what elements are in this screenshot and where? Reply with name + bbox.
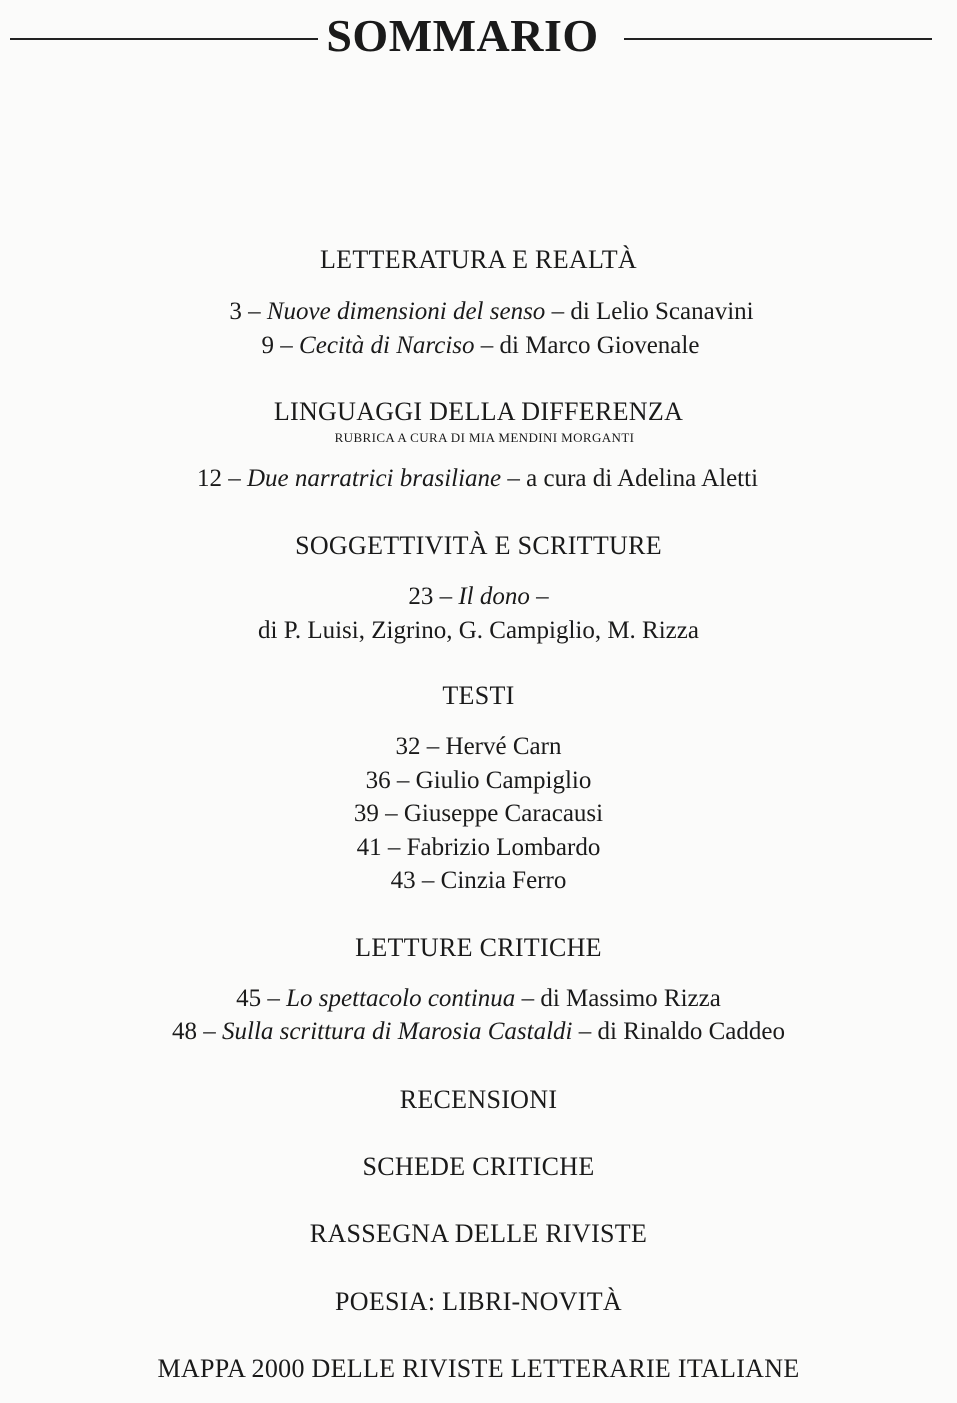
entry-byline: di P. Luisi, Zigrino, G. Campiglio, M. Rizza: [258, 617, 699, 644]
entry-title: Due narratrici brasiliane: [246, 465, 502, 492]
page-number: 45: [236, 985, 262, 1012]
entry-author: Cinzia Ferro: [440, 867, 567, 894]
section-subheading: RUBRICA A CURA DI MIA MENDINI MORGANTI: [334, 430, 635, 445]
section-heading-soggettivita: SOGGETTIVITÀ E SCRITTURE: [295, 531, 662, 560]
entry-byline: di Lelio Scanavini: [570, 298, 754, 325]
toc-entry: 43 – Cinzia Ferro: [390, 867, 567, 894]
section-heading-mappa: MAPPA 2000 DELLE RIVISTE LETTERARIE ITALIANE: [157, 1354, 800, 1383]
entry-author: Giulio Campiglio: [415, 767, 592, 794]
page-number: 23: [408, 583, 434, 610]
entry-byline: di Rinaldo Caddeo: [597, 1018, 785, 1045]
section-heading-rassegna: RASSEGNA DELLE RIVISTE: [309, 1219, 648, 1248]
toc-entry: 48 – Sulla scrittura di Marosia Castaldi – di Rinaldo Caddeo: [172, 1018, 785, 1045]
page-number: 36: [365, 767, 391, 794]
toc-entry: 45 – Lo spettacolo continua – di Massimo Rizza: [236, 985, 721, 1012]
toc-entry: 41 – Fabrizio Lombardo: [356, 834, 601, 861]
page-number: 43: [390, 867, 416, 894]
entry-title: Cecità di Narciso: [299, 332, 475, 359]
section-heading-letture-critiche: LETTURE CRITICHE: [355, 933, 602, 962]
entry-title: Lo spettacolo continua: [286, 985, 516, 1012]
page-number: 41: [356, 834, 382, 861]
toc-entry: 36 – Giulio Campiglio: [365, 767, 592, 794]
section-heading-poesia: POESIA: LIBRI-NOVITÀ: [335, 1287, 622, 1316]
page-number: 3: [229, 298, 242, 325]
page-number: 39: [353, 800, 379, 827]
toc-entry: 12 – Due narratrici brasiliane – a cura di Adelina Aletti: [196, 465, 759, 492]
header-rule-right: [624, 38, 932, 40]
entry-byline: a cura di Adelina Aletti: [526, 465, 759, 492]
entry-author: Giuseppe Caracausi: [403, 800, 604, 827]
section-heading-schede-critiche: SCHEDE CRITICHE: [362, 1152, 595, 1181]
page-header: [0, 8, 957, 64]
page-number: 48: [172, 1018, 197, 1045]
page-title: SOMMARIO: [326, 10, 599, 61]
entry-byline: di Massimo Rizza: [540, 985, 721, 1012]
section-heading-linguaggi: LINGUAGGI DELLA DIFFERENZA: [273, 397, 684, 426]
section-heading-testi: TESTI: [442, 681, 515, 710]
entry-byline: di Marco Giovenale: [499, 332, 700, 359]
page-number: 32: [395, 733, 421, 760]
entry-author: Fabrizio Lombardo: [406, 834, 601, 861]
section-heading-recensioni: RECENSIONI: [399, 1085, 558, 1114]
toc-entry: 9 – Cecità di Narciso – di Marco Giovenale: [261, 332, 700, 359]
toc-entry: 23 – Il dono –: [408, 583, 549, 610]
entry-title: Sulla scrittura di Marosia Castaldi: [222, 1018, 573, 1045]
entry-title: Il dono: [458, 583, 530, 610]
entry-title: Nuove dimensioni del senso: [266, 298, 546, 325]
page-number: 9: [261, 332, 275, 359]
toc-entry: 32 – Hervé Carn: [395, 733, 562, 760]
entry-author: Hervé Carn: [445, 733, 562, 760]
section-heading-letteratura: LETTERATURA E REALTÀ: [319, 245, 638, 274]
toc-entry: 39 – Giuseppe Caracausi: [353, 800, 604, 827]
page-number: 12: [196, 465, 222, 492]
toc-entry: 3 – Nuove dimensioni del senso – di Lelio Scanavini: [229, 298, 754, 325]
